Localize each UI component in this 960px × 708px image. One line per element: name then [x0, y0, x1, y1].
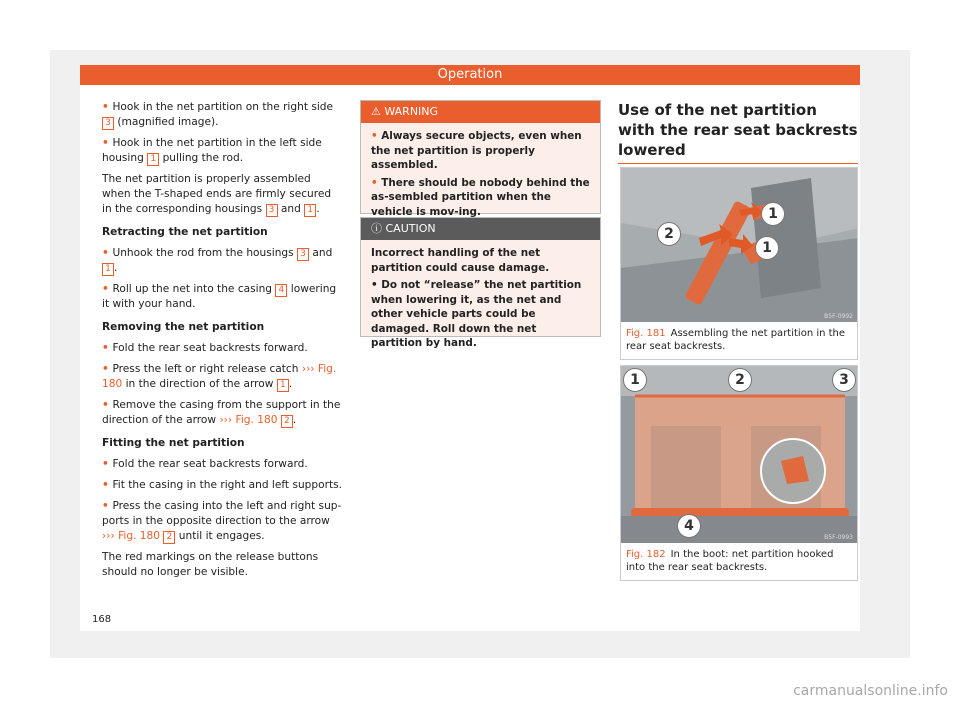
callout-2: 2	[657, 222, 681, 246]
step-fold-1: • Fold the rear seat backrests forward.	[102, 342, 308, 354]
figure-181-caption: Fig. 181 Assembling the net partition in the rear seat backrests.	[626, 328, 846, 352]
callout-ref: 3	[297, 248, 309, 261]
caution-header: ⓘ CAUTION	[361, 218, 600, 240]
step-press-casing: • Press the casing into the left and right sup-ports in the opposite direction to the arrow ››› Fig. 180 2 until it engages.	[102, 500, 342, 542]
step-press-release: • Press the left or right release catch ››› Fig. 180 in the direction of the arrow 1 .	[102, 363, 337, 390]
caution-icon: ⓘ	[371, 222, 382, 235]
step-roll-up: • Roll up the net into the casing 4 lowering it with your hand.	[102, 283, 337, 310]
callout-ref: 1	[102, 263, 114, 276]
assembled-note: The net partition is properly assembled when the T-shaped ends are firmly secured in the corresponding housings 3 and 1 .	[102, 173, 332, 215]
footer-watermark[interactable]: carmanualsonline.info	[793, 683, 948, 699]
step-hook-right: • Hook in the net partition on the right side 3 (magnified image).	[102, 101, 334, 128]
figure-181-image	[621, 168, 857, 322]
bullet-icon: •	[102, 342, 113, 354]
step-remove-casing: • Remove the casing from the support in the direction of the arrow ››› Fig. 180 2 .	[102, 399, 341, 426]
callout-ref: 3	[102, 117, 114, 130]
warning-icon: ⚠	[371, 105, 381, 118]
figure-182-image	[621, 366, 857, 543]
section-title: Use of the net partition with the rear seat backrests lowered	[618, 100, 858, 164]
figure-181-illustration	[621, 168, 857, 322]
step-hook-left: • Hook in the net partition in the left side housing 1 pulling the rod.	[102, 137, 322, 164]
warning-item: • Always secure objects, even when the net partition is properly assembled.	[371, 130, 582, 171]
callout-ref: 1	[277, 379, 289, 392]
step-fit-casing: • Fit the casing in the right and left supports.	[102, 479, 343, 491]
bullet-icon: •	[102, 101, 113, 113]
warning-header: ⚠ WARNING	[361, 101, 600, 123]
figure-link[interactable]: ››› Fig. 180	[102, 363, 337, 390]
callout-1: 1	[761, 202, 785, 226]
bullet-icon: •	[102, 458, 113, 470]
warning-item: • There should be nobody behind the as-sembled partition when the vehicle is mov-ing.	[371, 176, 590, 218]
bullet-icon: •	[102, 479, 113, 491]
figure-182	[620, 365, 858, 581]
callout-ref: 1	[147, 153, 159, 166]
figure-182-illustration	[621, 366, 857, 543]
callout-ref: 2	[163, 531, 175, 544]
heading-removing: Removing the net partition	[102, 321, 265, 333]
bullet-icon: •	[102, 399, 113, 411]
bullet-icon: •	[102, 363, 113, 375]
bullet-icon: •	[102, 283, 113, 295]
bullet-icon: •	[102, 137, 113, 149]
callout-ref: 1	[304, 204, 316, 217]
figure-182-caption: Fig. 182 In the boot: net partition hooked into the rear seat backrests.	[626, 549, 834, 573]
callout-ref: 4	[275, 284, 287, 297]
column-left	[102, 100, 342, 586]
figure-code: B5F-0993	[824, 534, 853, 541]
bullet-icon: •	[371, 279, 382, 291]
step-fold-2: • Fold the rear seat backrests forward.	[102, 458, 308, 470]
callout-4: 4	[677, 514, 701, 538]
callout-1: 1	[623, 368, 647, 392]
bullet-icon: •	[102, 247, 113, 259]
figure-link[interactable]: ››› Fig. 180	[102, 530, 161, 542]
bullet-icon: •	[102, 500, 113, 512]
figure-link[interactable]: ››› Fig. 180	[219, 414, 278, 426]
callout-ref: 3	[266, 204, 278, 217]
caution-box	[360, 217, 601, 349]
callout-ref: 2	[281, 415, 293, 428]
figure-181	[620, 167, 858, 360]
callout-3: 3	[832, 368, 856, 392]
page-number: 168	[92, 614, 112, 625]
heading-fitting: Fitting the net partition	[102, 437, 245, 449]
figure-code: B5F-0992	[824, 313, 853, 320]
heading-retracting: Retracting the net partition	[102, 226, 268, 238]
caution-item: • Do not “release” the net partition when lowering it, as the net and other vehicle parts could be damaged. Roll down the net partition by hand.	[371, 279, 582, 349]
bullet-icon: •	[371, 130, 382, 142]
caution-intro: Incorrect handling of the net partition could cause damage.	[371, 247, 550, 274]
page-header: Operation	[80, 65, 860, 85]
step-unhook: • Unhook the rod from the housings 3 and 1 .	[102, 247, 333, 274]
callout-1b: 1	[755, 236, 779, 260]
markings-note: The red markings on the release buttons should no longer be visible.	[102, 551, 319, 578]
callout-2: 2	[728, 368, 752, 392]
warning-box	[360, 100, 601, 218]
bullet-icon: •	[371, 176, 382, 189]
